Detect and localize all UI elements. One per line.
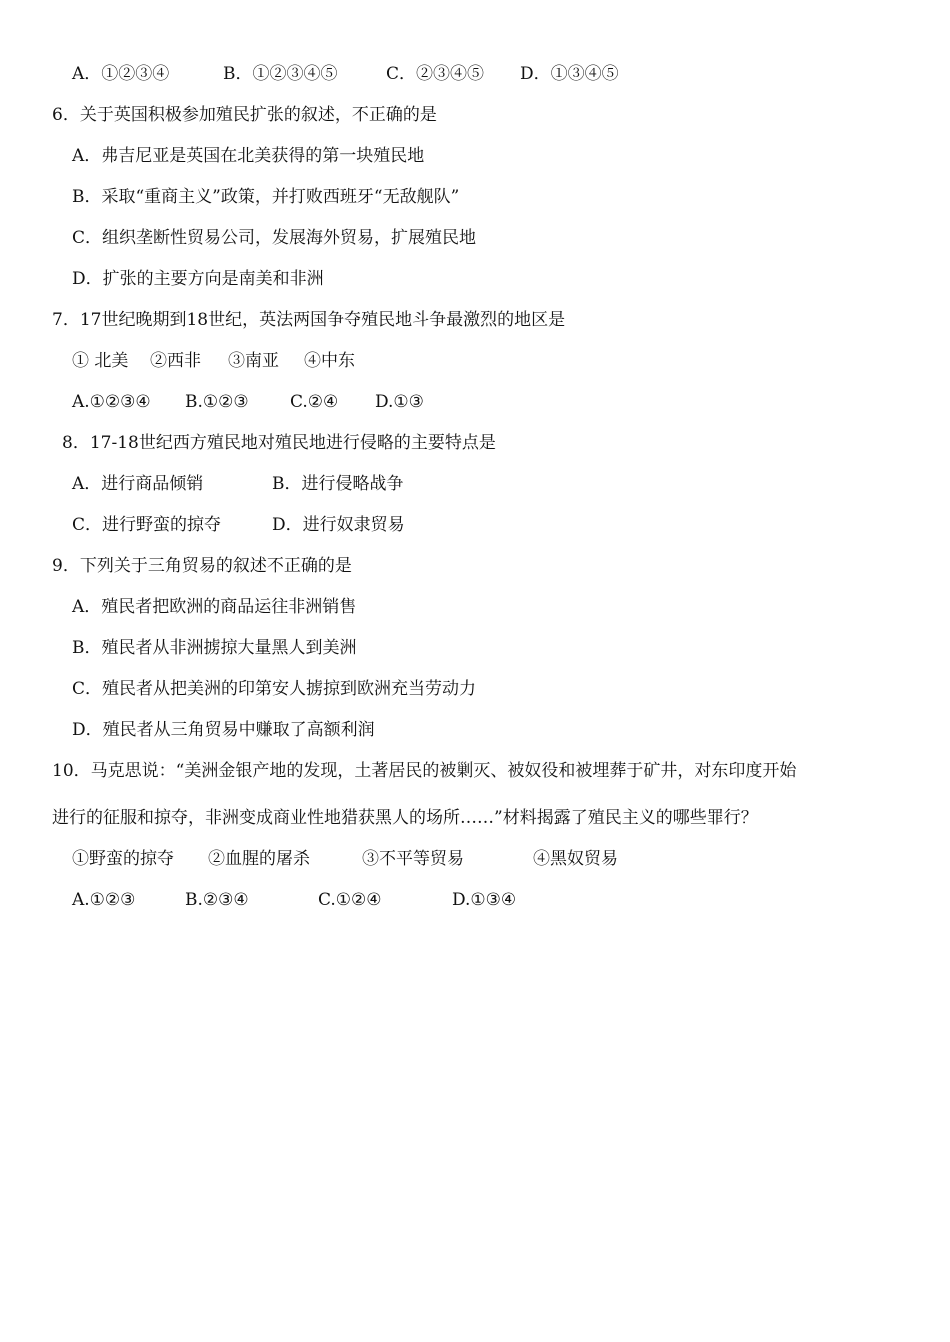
q9-option-a: A．殖民者把欧洲的商品运往非洲销售 bbox=[72, 597, 357, 617]
q7-option-c: C.②④ bbox=[290, 392, 339, 412]
q9-option-b: B．殖民者从非洲掳掠大量黑人到美洲 bbox=[72, 638, 357, 658]
q10-stem-line-2: 进行的征服和掠夺，非洲变成商业性地猎获黑人的场所……”材料揭露了殖民主义的哪些罪行？ bbox=[52, 808, 758, 828]
q7-option-a: A.①②③④ bbox=[72, 392, 151, 412]
q10-option-b: B.②③④ bbox=[185, 890, 249, 910]
q8-option-c: C．进行野蛮的掠夺 bbox=[72, 515, 222, 535]
q9-option-d: D．殖民者从三角贸易中赚取了高额利润 bbox=[72, 720, 375, 740]
q7-item-2: ②西非 bbox=[150, 351, 201, 371]
q7-options-row bbox=[0, 390, 950, 414]
q10-option-a: A.①②③ bbox=[72, 890, 136, 910]
q9-stem: 9．下列关于三角贸易的叙述不正确的是 bbox=[52, 556, 352, 576]
q7-item-4: ④中东 bbox=[304, 351, 355, 371]
q8-stem: 8．17-18世纪西方殖民地对殖民地进行侵略的主要特点是 bbox=[62, 433, 496, 453]
q8-option-b: B．进行侵略战争 bbox=[272, 474, 404, 494]
q7-stem: 7．17世纪晚期到18世纪，英法两国争夺殖民地斗争最激烈的地区是 bbox=[52, 310, 566, 330]
q6-stem: 6．关于英国积极参加殖民扩张的叙述，不正确的是 bbox=[52, 105, 437, 125]
q5-options-row bbox=[0, 62, 950, 86]
q5-option-b: B．①②③④⑤ bbox=[223, 64, 338, 84]
q9-option-c: C．殖民者从把美洲的印第安人掳掠到欧洲充当劳动力 bbox=[72, 679, 477, 699]
q8-options-row-2 bbox=[0, 513, 950, 537]
q8-option-d: D．进行奴隶贸易 bbox=[272, 515, 405, 535]
q5-option-c: C．②③④⑤ bbox=[386, 64, 485, 84]
q5-option-d: D．①③④⑤ bbox=[520, 64, 619, 84]
q10-item-3: ③不平等贸易 bbox=[362, 849, 464, 869]
q8-options-row-1 bbox=[0, 472, 950, 496]
q5-option-a: A．①②③④ bbox=[72, 64, 170, 84]
q10-item-2: ②血腥的屠杀 bbox=[208, 849, 310, 869]
q7-item-3: ③南亚 bbox=[228, 351, 279, 371]
q10-option-d: D.①③④ bbox=[452, 890, 517, 910]
q10-items-row bbox=[0, 847, 950, 871]
q7-option-d: D.①③ bbox=[375, 392, 424, 412]
q6-option-d: D．扩张的主要方向是南美和非洲 bbox=[72, 269, 324, 289]
q6-option-b: B．采取“重商主义”政策，并打败西班牙“无敌舰队” bbox=[72, 187, 460, 207]
q6-option-a: A．弗吉尼亚是英国在北美获得的第一块殖民地 bbox=[72, 146, 425, 166]
q6-option-c: C．组织垄断性贸易公司，发展海外贸易，扩展殖民地 bbox=[72, 228, 477, 248]
q8-option-a: A．进行商品倾销 bbox=[72, 474, 204, 494]
q10-item-1: ①野蛮的掠夺 bbox=[72, 849, 174, 869]
q7-option-b: B.①②③ bbox=[185, 392, 249, 412]
q7-items-row bbox=[0, 349, 950, 373]
q10-options-row bbox=[0, 888, 950, 912]
q10-item-4: ④黑奴贸易 bbox=[533, 849, 618, 869]
q10-stem-line-1: 10．马克思说：“美洲金银产地的发现，土著居民的被剿灭、被奴役和被埋葬于矿井，对东印度开始 bbox=[52, 761, 797, 781]
q10-option-c: C.①②④ bbox=[318, 890, 382, 910]
q7-item-1: ① 北美 bbox=[72, 351, 129, 371]
